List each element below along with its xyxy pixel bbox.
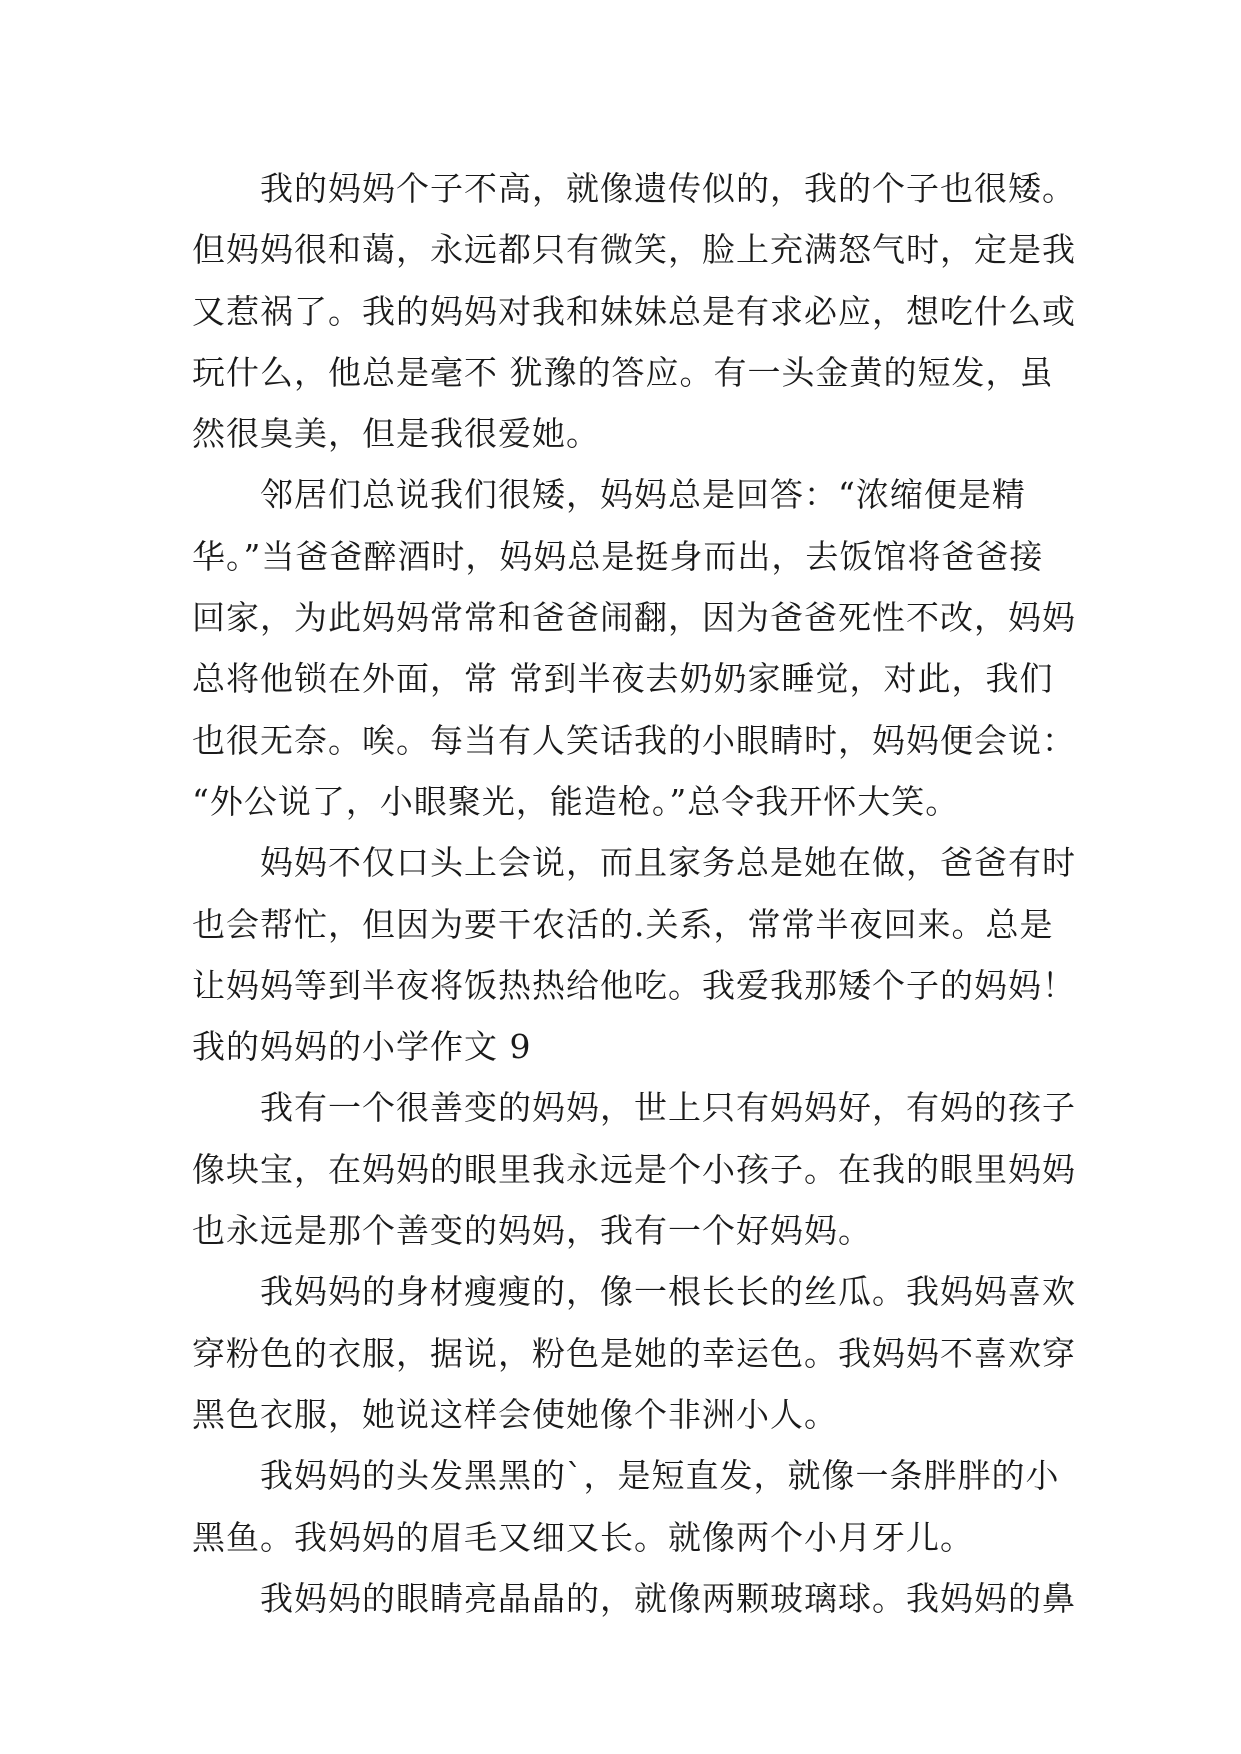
text-line: 黑鱼。我妈妈的眉毛又细又长。就像两个小月牙儿。 xyxy=(192,1517,974,1557)
text-line: 回家，为此妈妈常常和爸爸闹翻，因为爸爸死性不改，妈妈 xyxy=(192,598,1076,638)
text-line: 我的妈妈个子不高，就像遗传似的，我的个子也很矮。 xyxy=(192,169,1076,208)
text-line: 我妈妈的头发黑黑的`，是短直发，就像一条胖胖的小 xyxy=(192,1456,1060,1496)
text-line: 妈妈不仅口头上会说，而且家务总是她在做，爸爸有时 xyxy=(192,843,1076,883)
text-line: 让妈妈等到半夜将饭热热给他吃。我爱我那矮个子的妈妈！ xyxy=(192,965,1076,1005)
text-line: 我妈妈的身材瘦瘦的，像一根长长的丝瓜。我妈妈喜欢 xyxy=(192,1272,1076,1312)
text-line: 也很无奈。唉。每当有人笑话我的小眼睛时，妈妈便会说： xyxy=(192,720,1076,760)
text-line: 玩什么，他总是毫不 犹豫的答应。有一头金黄的短发，虽 xyxy=(192,352,1054,392)
document-body xyxy=(192,158,1076,1629)
text-line: 我妈妈的眼睛亮晶晶的，就像两颗玻璃球。我妈妈的鼻 xyxy=(192,1578,1076,1618)
text-line: 黑色衣服，她说这样会使她像个非洲小人。 xyxy=(192,1394,838,1434)
section-title: 我的妈妈的小学作文 9 xyxy=(192,1027,532,1067)
text-line: 但妈妈很和蔼，永远都只有微笑，脸上充满怒气时，定是我 xyxy=(192,230,1076,270)
text-line: 华。”当爸爸醉酒时，妈妈总是挺身而出，去饭馆将爸爸接 xyxy=(192,536,1044,576)
text-line: 也会帮忙，但因为要干农活的.关系，常常半夜回来。总是 xyxy=(192,904,1054,944)
text-line: 穿粉色的衣服，据说，粉色是她的幸运色。我妈妈不喜欢穿 xyxy=(192,1333,1076,1373)
text-line: 我有一个很善变的妈妈，世上只有妈妈好，有妈的孩子 xyxy=(192,1088,1076,1128)
text-line: 邻居们总说我们很矮，妈妈总是回答：“浓缩便是精 xyxy=(192,475,1026,515)
text-line: 然很臭美，但是我很爱她。 xyxy=(192,414,600,454)
text-line: 又惹祸了。我的妈妈对我和妹妹总是有求必应，想吃什么或 xyxy=(192,291,1076,331)
text-line: 也永远是那个善变的妈妈，我有一个好妈妈。 xyxy=(192,1211,872,1251)
text-line: 像块宝，在妈妈的眼里我永远是个小孩子。在我的眼里妈妈 xyxy=(192,1149,1076,1189)
text-line: 总将他锁在外面，常 常到半夜去奶奶家睡觉，对此，我们 xyxy=(192,659,1054,699)
text-line: “外公说了，小眼聚光，能造枪。”总令我开怀大笑。 xyxy=(192,781,960,821)
